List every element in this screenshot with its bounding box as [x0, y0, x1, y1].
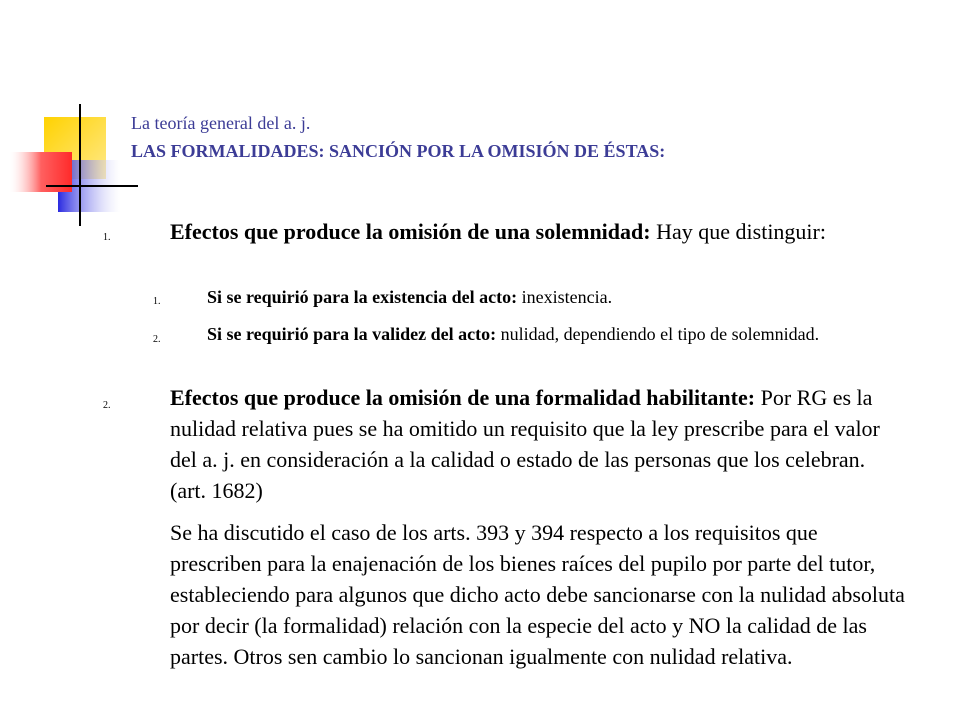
sublist-item — [207, 321, 902, 348]
sublist-number: 1. — [153, 296, 161, 307]
sublist-item-text: nulidad, dependiendo el tipo de solemnidad. — [496, 324, 820, 344]
list-item — [170, 216, 870, 247]
list-item-text: Por RG es la nulidad relativa pues se ha omitido un requisito que la ley prescribe para el valor del a. j. en consideración a la calidad o estado de las personas que los celebran. (art. 1682) — [170, 385, 880, 503]
sublist-number: 2. — [153, 334, 161, 345]
list-item-heading: Efectos que produce la omisión de una formalidad habilitante: — [170, 385, 756, 410]
sublist-item-heading: Si se requirió para la validez del acto: — [207, 324, 497, 344]
sublist-item — [207, 284, 907, 311]
list-item — [170, 382, 898, 506]
sublist-item-text: inexistencia. — [517, 287, 613, 307]
list-item-text: Hay que distinguir: — [650, 219, 826, 244]
title-line-1: La teoría general del a. j. — [131, 113, 311, 133]
continuation-paragraph: Se ha discutido el caso de los arts. 393 y 394 respecto a los requisitos que prescriben para la enajenación de los bienes raíces del pupilo por parte del tutor, estableciendo para algunos que dicho acto debe sancionarse con la nulidad absoluta por decir (la formalidad) relación con la especie del acto y NO la calidad de las partes. Otros sen cambio lo sancionan igualmente con nulidad relativa. — [170, 520, 905, 669]
list-number: 1. — [103, 232, 111, 243]
title-line-2: LAS FORMALIDADES: SANCIÓN POR LA OMISIÓN DE ÉSTAS: — [131, 141, 666, 161]
sublist-item-heading: Si se requirió para la existencia del acto: — [207, 287, 518, 307]
list-item-heading: Efectos que produce la omisión de una solemnidad: — [170, 219, 651, 244]
list-number: 2. — [103, 400, 111, 411]
